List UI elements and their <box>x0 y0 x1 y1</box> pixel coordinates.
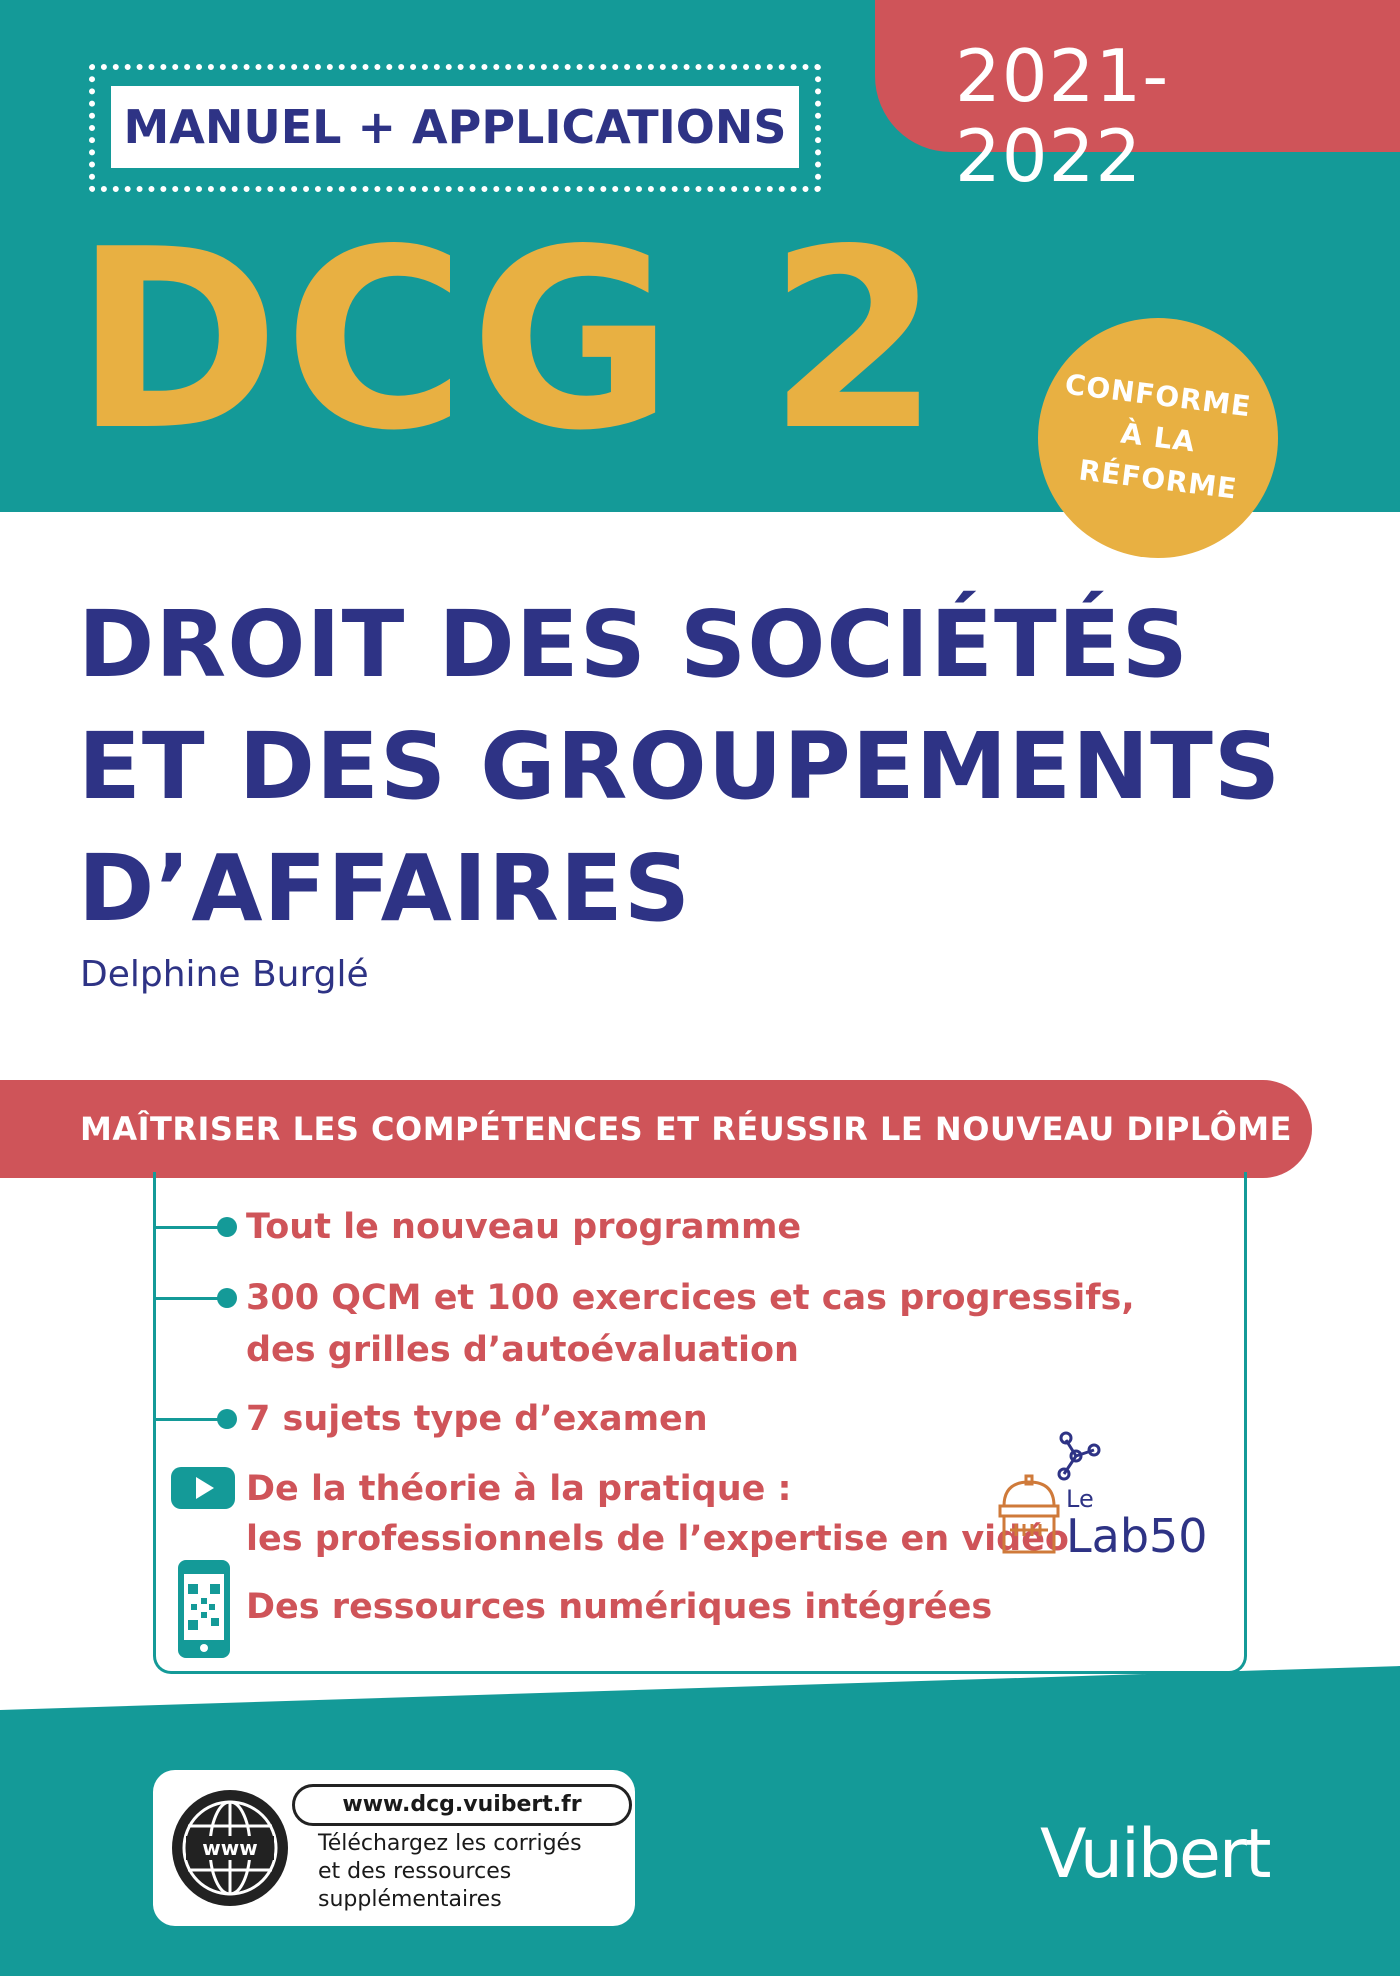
course-code-title: DCG 2 <box>74 197 945 485</box>
feature-connector <box>155 1226 219 1229</box>
publisher-logo: Vuibert <box>1040 1815 1270 1894</box>
play-icon <box>171 1467 235 1509</box>
feature-4-line-1: De la théorie à la pratique : <box>246 1469 792 1509</box>
bullet-dot-icon <box>217 1217 237 1237</box>
phone-qr-icon <box>178 1560 230 1658</box>
bullet-dot-icon <box>217 1409 237 1429</box>
badge-line-1: CONFORME <box>1063 367 1253 424</box>
author-name: Delphine Burglé <box>80 954 369 995</box>
website-desc-line-2: et des ressources <box>318 1859 512 1884</box>
feature-2-line-2: des grilles d’autoévaluation <box>246 1330 799 1370</box>
globe-label: www <box>202 1836 258 1860</box>
lab-label-prefix: Le <box>1066 1485 1094 1513</box>
badge-line-3: RÉFORME <box>1077 453 1240 506</box>
book-title-line-1: DROIT DES SOCIÉTÉS <box>78 591 1189 698</box>
feature-connector <box>155 1297 219 1300</box>
series-label: MANUEL + APPLICATIONS <box>123 100 787 154</box>
website-desc-line-1: Téléchargez les corrigés <box>318 1831 582 1856</box>
badge-line-2: À LA <box>1118 416 1198 459</box>
website-desc-line-3: supplémentaires <box>318 1887 502 1912</box>
bullet-dot-icon <box>217 1288 237 1308</box>
feature-2-line-1: 300 QCM et 100 exercices et cas progressifs, <box>246 1278 1135 1318</box>
tagline-text: MAÎTRISER LES COMPÉTENCES ET RÉUSSIR LE NOUVEAU DIPLÔME <box>80 1110 1292 1148</box>
year-label: 2021-2022 <box>955 34 1170 198</box>
feature-4-line-2: les professionnels de l’expertise en vidéo <box>246 1519 1069 1559</box>
feature-5-line-1: Des ressources numériques intégrées <box>246 1587 993 1627</box>
feature-3-line-1: 7 sujets type d’examen <box>246 1399 708 1439</box>
lab-label: Lab50 <box>1066 1509 1208 1563</box>
website-url[interactable]: www.dcg.vuibert.fr <box>342 1792 582 1817</box>
globe-icon <box>168 1786 292 1910</box>
feature-1-line-1: Tout le nouveau programme <box>246 1207 802 1247</box>
book-title-line-2: ET DES GROUPEMENTS <box>78 713 1282 820</box>
book-title-line-3: D’AFFAIRES <box>78 835 692 942</box>
feature-connector <box>155 1418 219 1421</box>
